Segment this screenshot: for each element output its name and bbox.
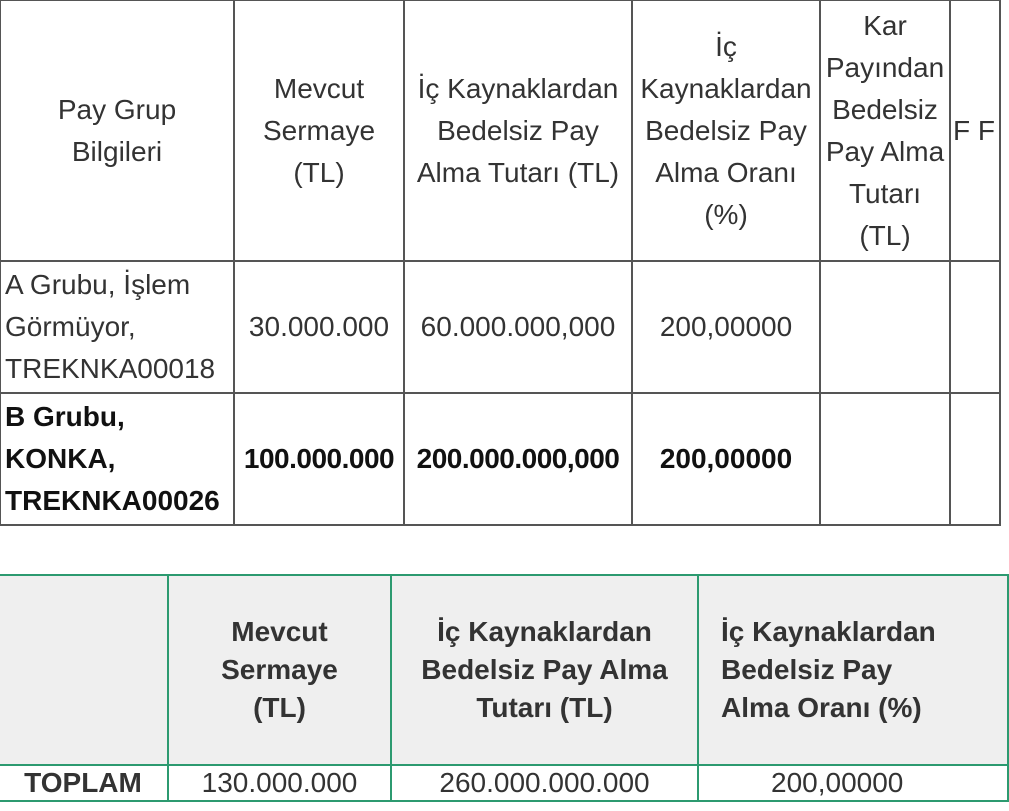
dividend-cell (820, 261, 950, 393)
total-table (0, 574, 1009, 802)
group-cell: B Grubu, KONKA, TREKNKA00026 (0, 393, 234, 525)
bonus-amount-cell: 200.000.000,000 (404, 393, 632, 525)
header-bonus-amount: İç Kaynaklardan Bedelsiz Pay Alma Tutarı (TL) (404, 0, 632, 261)
bonus-rate-cell: 200,00000 (632, 261, 820, 393)
extra-cell (950, 261, 1000, 393)
capital-cell: 100.000.000 (234, 393, 404, 525)
extra-cell (950, 393, 1000, 525)
header-cut-off: F F (950, 0, 1000, 261)
header-row (0, 0, 1000, 261)
group-cell: A Grubu, İşlem Görmüyor, TREKNKA00018 (0, 261, 234, 393)
total-header-bonus-rate: İç Kaynaklardan Bedelsiz Pay Alma Oranı (%) (698, 575, 1008, 765)
total-header-empty (0, 575, 168, 765)
header-capital: Mevcut Sermaye (TL) (234, 0, 404, 261)
capital-cell: 30.000.000 (234, 261, 404, 393)
total-header-bonus-amount: İç Kaynaklardan Bedelsiz Pay Alma Tutarı (TL) (391, 575, 698, 765)
total-header-capital: Mevcut Sermaye (TL) (168, 575, 391, 765)
header-group-info: Pay Grup Bilgileri (0, 0, 234, 261)
header-dividend-bonus-amount: Kar Payından Bedelsiz Pay Alma Tutarı (TL) (820, 0, 950, 261)
header-bonus-rate: İç Kaynaklardan Bedelsiz Pay Alma Oranı (%) (632, 0, 820, 261)
total-label: TOPLAM (0, 765, 168, 801)
total-header-row (0, 575, 1008, 765)
total-bonus-rate: 200,00000 (698, 765, 1008, 801)
bonus-amount-cell: 60.000.000,000 (404, 261, 632, 393)
table-row (0, 261, 1000, 393)
table-row (0, 393, 1000, 525)
total-capital: 130.000.000 (168, 765, 391, 801)
total-bonus-amount: 260.000.000.000 (391, 765, 698, 801)
bonus-rate-cell: 200,00000 (632, 393, 820, 525)
total-row (0, 765, 1008, 801)
dividend-cell (820, 393, 950, 525)
